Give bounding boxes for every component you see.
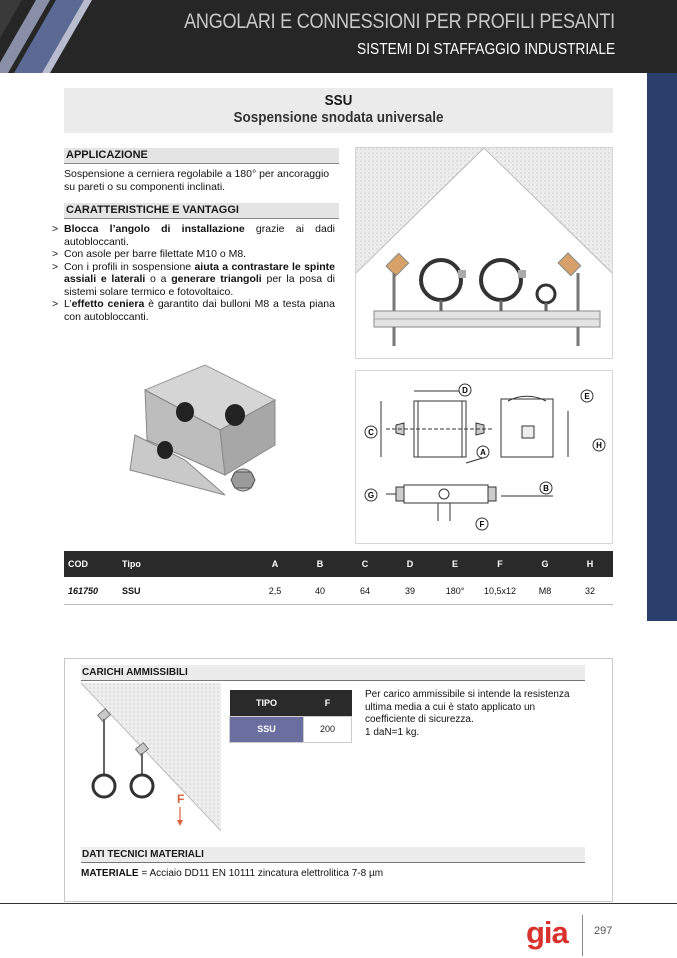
dim-label-a: A bbox=[480, 448, 486, 457]
col-e: E bbox=[451, 559, 459, 569]
page-number: 297 bbox=[594, 925, 613, 937]
cell-f: 10,5x12 bbox=[483, 586, 517, 596]
feature-item: > Con asole per barre filettate M10 o M8. bbox=[52, 248, 247, 260]
dim-label-e: E bbox=[584, 392, 590, 401]
load-col-f: F bbox=[304, 690, 352, 716]
section-title: ANGOLARI E CONNESSIONI PER PROFILI PESANTI bbox=[184, 10, 615, 33]
product-photo bbox=[125, 360, 285, 500]
dim-label-g: G bbox=[367, 491, 375, 500]
product-code: SSU bbox=[324, 92, 353, 109]
cell-d: 39 bbox=[404, 586, 416, 596]
footer-separator bbox=[582, 915, 583, 956]
spec-table-header bbox=[64, 551, 613, 577]
side-accent-bar bbox=[647, 73, 677, 621]
cell-h: 32 bbox=[584, 586, 596, 596]
product-name: Sospensione snodata universale bbox=[233, 109, 444, 126]
dim-label-d: D bbox=[462, 386, 468, 395]
materials-heading: DATI TECNICI MATERIALI bbox=[81, 847, 585, 863]
application-heading: APPLICAZIONE bbox=[64, 148, 339, 164]
page-header bbox=[0, 0, 677, 73]
col-g: G bbox=[541, 559, 549, 569]
load-note-unit: 1 daN=1 kg. bbox=[365, 726, 420, 738]
cell-e: 180° bbox=[445, 586, 465, 596]
header-stripes bbox=[0, 0, 120, 73]
col-cod: COD bbox=[68, 559, 88, 569]
materials-text bbox=[81, 868, 383, 879]
col-d: D bbox=[406, 559, 414, 569]
load-note-text: Per carico ammissibile si intende la resistenza ultima media a cui è stato applicato un coefficiente di sicurezza. bbox=[365, 689, 570, 725]
load-diagram bbox=[81, 683, 221, 833]
cell-cod: 161750 bbox=[68, 586, 99, 596]
table-row bbox=[230, 716, 352, 742]
force-label: F bbox=[177, 792, 185, 806]
cell-a: 2,5 bbox=[268, 586, 282, 596]
feature-item: > L’effetto ceniera è garantito dai bulloni M8 a testa piana con autobloccanti. bbox=[52, 298, 335, 323]
dim-label-f: F bbox=[479, 520, 485, 529]
footer-divider bbox=[0, 903, 677, 904]
load-cell-f: 200 bbox=[304, 716, 352, 742]
technical-drawing bbox=[355, 370, 613, 544]
col-b: B bbox=[316, 559, 324, 569]
load-cell-tipo: SSU bbox=[230, 716, 304, 742]
cell-b: 40 bbox=[314, 586, 326, 596]
col-h: H bbox=[586, 559, 594, 569]
load-table bbox=[229, 690, 352, 743]
application-text: Sospensione a cerniera regolabile a 180° per ancoraggio su pareti o su componenti inclinati. bbox=[64, 168, 330, 193]
brand-logo: gia bbox=[526, 915, 568, 950]
materials-value: = Acciaio DD11 EN 10111 zincatura elettrolitica 7-8 µm bbox=[138, 868, 384, 879]
features-list bbox=[52, 223, 335, 323]
spec-table bbox=[64, 551, 613, 605]
materials-label: MATERIALE bbox=[81, 868, 139, 879]
load-col-tipo: TIPO bbox=[230, 690, 304, 716]
loads-heading: CARICHI AMMISSIBILI bbox=[81, 665, 585, 681]
col-c: C bbox=[361, 559, 369, 569]
cell-tipo: SSU bbox=[122, 586, 141, 596]
col-a: A bbox=[271, 559, 279, 569]
installation-image bbox=[355, 147, 613, 359]
col-f: F bbox=[497, 559, 503, 569]
loads-panel bbox=[64, 658, 613, 902]
section-subtitle: SISTEMI DI STAFFAGGIO INDUSTRIALE bbox=[356, 41, 615, 58]
cell-c: 64 bbox=[359, 586, 371, 596]
feature-item: > Blocca l’angolo di installazione grazie ai dadi autobloccanti. bbox=[52, 223, 335, 248]
dim-label-b: B bbox=[543, 484, 549, 493]
load-note bbox=[365, 689, 585, 739]
product-title-box bbox=[64, 88, 613, 133]
feature-item: > Con i profili in sospensione aiuta a contrastare le spinte assiali e laterali o a generare triangoli per la posa di sistemi solare termico e fotovoltaico. bbox=[52, 260, 335, 298]
table-row bbox=[64, 577, 613, 605]
cell-g: M8 bbox=[538, 586, 552, 596]
dim-label-h: H bbox=[596, 441, 602, 450]
col-tipo: Tipo bbox=[122, 559, 141, 569]
features-heading: CARATTERISTICHE E VANTAGGI bbox=[64, 203, 339, 219]
dim-label-c: C bbox=[368, 428, 374, 437]
